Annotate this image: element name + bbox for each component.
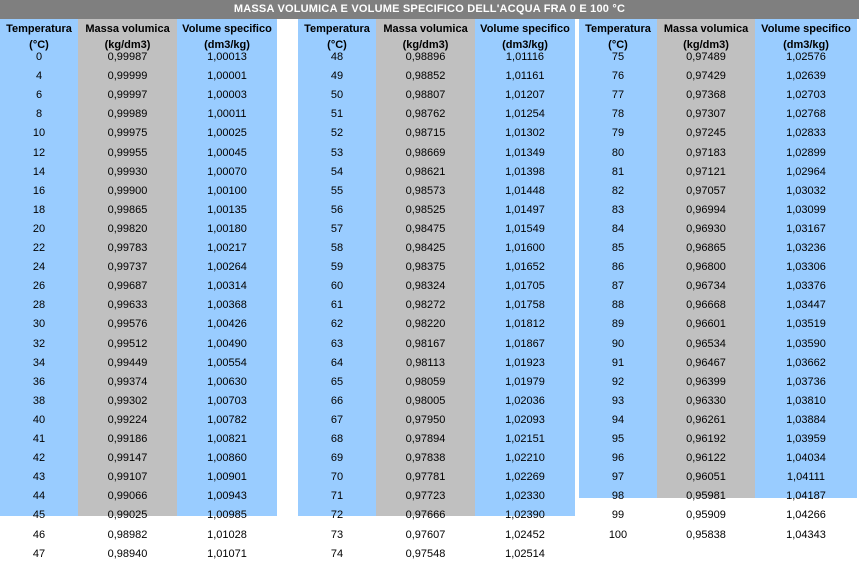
- table-cell: 82: [611, 184, 625, 197]
- table-cell: 81: [611, 165, 625, 178]
- column-header: Massa volumica: [85, 23, 170, 35]
- table-cell: 32: [32, 337, 46, 350]
- table-cell: 30: [32, 318, 46, 331]
- table-cell: 0,98220: [405, 318, 446, 331]
- table-cell: 55: [330, 184, 344, 197]
- table-cell: 88: [611, 299, 625, 312]
- table-cell: 97: [611, 471, 625, 484]
- table-cell: 1,02452: [505, 528, 545, 541]
- table-cell: 0,98715: [405, 127, 446, 140]
- table-cell: 1,00490: [207, 337, 247, 350]
- table-cell: 0,97781: [405, 471, 446, 484]
- table-cell: 44: [32, 490, 46, 503]
- table-cell: 38: [32, 394, 46, 407]
- table-cell: 1,01207: [505, 89, 545, 102]
- table-cell: 0,97607: [405, 528, 446, 541]
- table-cell: 1,02514: [505, 547, 545, 560]
- column-unit: (dm3/kg): [502, 39, 548, 51]
- table-cell: 1,00821: [207, 433, 247, 445]
- table-cell: 0,99374: [107, 375, 148, 388]
- table-cell: 0,96865: [686, 242, 726, 254]
- table-cell: 1,00013: [207, 51, 247, 63]
- column-vol: [755, 19, 857, 541]
- column-temp: [0, 19, 78, 560]
- table-cell: 1,00368: [207, 299, 247, 312]
- table-cell: 1,03959: [786, 433, 826, 445]
- table-cell: 0,98475: [405, 222, 446, 235]
- table-cell: 0: [35, 51, 43, 63]
- table-cell: 69: [330, 452, 344, 465]
- table-cell: 40: [32, 413, 46, 426]
- table-cell: 1,00703: [207, 394, 247, 407]
- table-cell: 0,97368: [686, 89, 726, 102]
- table-cell: 68: [330, 433, 344, 445]
- table-cell: 1,01652: [505, 261, 545, 274]
- table-cell: 86: [611, 261, 625, 274]
- table-cell: 0,99224: [107, 413, 148, 426]
- column-unit: (kg/dm3): [683, 39, 729, 51]
- table-cell: 0,96122: [686, 452, 726, 465]
- table-cell: 1,04266: [786, 509, 826, 522]
- table-cell: 0,98807: [405, 89, 446, 102]
- table-cell: 42: [32, 452, 46, 465]
- table-cell: 1,04187: [786, 490, 826, 503]
- table-cell: 99: [611, 509, 625, 522]
- table-cell: 0,97950: [405, 413, 446, 426]
- column-unit: (°C): [29, 39, 49, 51]
- table-cell: 0,99999: [107, 70, 148, 83]
- table-cell: 59: [330, 261, 344, 274]
- table-cell: 47: [32, 547, 46, 560]
- table-cell: 0,98621: [405, 165, 446, 178]
- table-cell: 1,02768: [786, 108, 826, 121]
- column-unit: (dm3/kg): [204, 39, 250, 51]
- table-cell: 1,04111: [786, 471, 826, 484]
- table-cell: 1,04034: [786, 452, 826, 465]
- table-cell: 89: [611, 318, 625, 331]
- table-cell: 0,96467: [686, 356, 726, 369]
- table-cell: 1,04343: [786, 528, 826, 541]
- table-cell: 1,02210: [505, 452, 545, 465]
- table-cell: 98: [611, 490, 625, 503]
- table-cell: 26: [32, 280, 46, 293]
- table-cell: 1,00011: [207, 108, 247, 121]
- table-cell: 20: [32, 222, 46, 235]
- table-cell: 1,03306: [786, 261, 826, 274]
- column-temp: [298, 19, 376, 560]
- table-cell: 1,01600: [505, 242, 545, 254]
- column-header: Temperatura: [585, 23, 651, 35]
- table-cell: 72: [330, 509, 344, 522]
- table-cell: 1,01028: [207, 528, 247, 541]
- table-cell: 1,01448: [505, 184, 545, 197]
- table-cell: 83: [611, 203, 625, 216]
- table-cell: 87: [611, 280, 625, 293]
- table-cell: 1,00630: [207, 375, 247, 388]
- table-cell: 43: [32, 471, 46, 484]
- table-cell: 63: [330, 337, 344, 350]
- table-cell: 0,99576: [107, 318, 148, 331]
- table-cell: 0,96668: [686, 299, 726, 312]
- table-cell: 0,99783: [107, 242, 148, 254]
- table-cell: 24: [32, 261, 46, 274]
- table-cell: 0,99865: [107, 203, 148, 216]
- table-cell: 1,00045: [207, 146, 247, 159]
- table-cell: 51: [330, 108, 344, 121]
- column-header: Massa volumica: [383, 23, 468, 35]
- table-cell: 1,00070: [207, 165, 247, 178]
- table-cell: 1,01705: [505, 280, 545, 293]
- table-cell: 0,96994: [686, 203, 726, 216]
- table-cell: 0,98272: [405, 299, 446, 312]
- table-cell: 53: [330, 146, 344, 159]
- column-vol: [475, 19, 575, 560]
- table-cell: 1,00025: [207, 127, 247, 140]
- table-cell: 1,01758: [505, 299, 545, 312]
- table-cell: 1,01923: [505, 356, 545, 369]
- table-cell: 0,96261: [686, 413, 726, 426]
- table-cell: 0,98324: [405, 280, 446, 293]
- table-cell: 0,96534: [686, 337, 726, 350]
- table-cell: 0,97429: [686, 70, 726, 83]
- table-cell: 1,00217: [207, 242, 247, 254]
- table-cell: 1,03519: [786, 318, 826, 331]
- table-cell: 0,99989: [107, 108, 148, 121]
- column-header: Volume specifico: [480, 23, 570, 35]
- table-cell: 1,00860: [207, 452, 247, 465]
- table-cell: 0,97894: [405, 433, 446, 445]
- column-unit: (dm3/kg): [783, 39, 829, 51]
- table-cell: 1,02964: [786, 165, 826, 178]
- column-mass: [657, 19, 755, 541]
- table-cell: 0,98167: [405, 337, 446, 350]
- table-cell: 1,03167: [786, 222, 826, 235]
- table-cell: 0,98573: [405, 184, 446, 197]
- table-cell: 94: [611, 413, 625, 426]
- table-cell: 56: [330, 203, 344, 216]
- table-cell: 95: [611, 433, 625, 445]
- table-cell: 1,01979: [505, 375, 545, 388]
- table-cell: 0,98113: [406, 356, 445, 369]
- table-cell: 70: [330, 471, 344, 484]
- table-cell: 1,02576: [786, 51, 826, 63]
- table-cell: 0,98005: [405, 394, 446, 407]
- table-cell: 0,97666: [405, 509, 446, 522]
- column-temp: [579, 19, 657, 541]
- table-cell: 1,01302: [505, 127, 545, 140]
- table-cell: 1,03884: [786, 413, 826, 426]
- table-cell: 0,98762: [405, 108, 446, 121]
- table-cell: 0,99820: [107, 222, 148, 235]
- table-cell: 0,99107: [107, 471, 148, 484]
- table-cell: 0,96601: [686, 318, 726, 331]
- table-cell: 84: [611, 222, 625, 235]
- table-cell: 45: [32, 509, 46, 522]
- table-cell: 0,99186: [107, 433, 148, 445]
- table-cell: 41: [32, 433, 46, 445]
- table-cell: 1,03590: [786, 337, 826, 350]
- table-cell: 100: [608, 528, 628, 541]
- table-cell: 0,97121: [686, 165, 726, 178]
- table-cell: 0,98940: [107, 547, 148, 560]
- table-cell: 8: [35, 108, 43, 121]
- table-cell: 1,01549: [505, 222, 545, 235]
- table-cell: 1,03236: [786, 242, 826, 254]
- table-cell: 34: [32, 356, 46, 369]
- table-cell: 36: [32, 375, 46, 388]
- table-cell: 1,00180: [207, 222, 247, 235]
- table-cell: 61: [330, 299, 344, 312]
- table-cell: 1,02093: [505, 413, 545, 426]
- table-cell: 0,95981: [686, 490, 726, 503]
- table-cell: 1,01812: [505, 318, 545, 331]
- table-cell: 0,97838: [405, 452, 446, 465]
- table-cell: 91: [611, 356, 625, 369]
- table-cell: 0,97489: [686, 51, 726, 63]
- table-cell: 75: [611, 51, 625, 63]
- table-cell: 4: [35, 70, 43, 83]
- table-cell: 1,02390: [505, 509, 545, 522]
- table-cell: 0,99302: [107, 394, 148, 407]
- table-cell: 0,95909: [686, 509, 726, 522]
- table-cell: 0,98425: [405, 242, 446, 254]
- table-cell: 62: [330, 318, 344, 331]
- table-cell: 1,03447: [786, 299, 826, 312]
- table-cell: 0,98852: [405, 70, 446, 83]
- table-cell: 49: [330, 70, 344, 83]
- table-cell: 0,99955: [107, 146, 148, 159]
- table-cell: 1,02036: [505, 394, 545, 407]
- table-cell: 54: [330, 165, 344, 178]
- table-cell: 48: [330, 51, 344, 63]
- table-cell: 0,97057: [686, 184, 726, 197]
- table-cell: 0,96051: [686, 471, 726, 484]
- table-cell: 90: [611, 337, 625, 350]
- column-unit: (kg/dm3): [104, 39, 151, 51]
- table-cell: 52: [330, 127, 344, 140]
- table-cell: 1,00901: [207, 471, 247, 484]
- table-cell: 65: [330, 375, 344, 388]
- table-cell: 0,98059: [405, 375, 446, 388]
- table-cell: 1,00001: [207, 70, 247, 83]
- table-cell: 28: [32, 299, 46, 312]
- table-cell: 1,00100: [207, 184, 247, 197]
- table-cell: 1,00782: [207, 413, 247, 426]
- column-header: Massa volumica: [663, 23, 749, 35]
- table-cell: 1,03662: [786, 356, 826, 369]
- table-cell: 0,96399: [686, 375, 726, 388]
- table-cell: 1,03099: [786, 203, 826, 216]
- table-cell: 1,02151: [505, 433, 545, 445]
- table-cell: 0,99066: [107, 490, 148, 503]
- column-vol: [177, 19, 277, 560]
- table-cell: 1,00003: [207, 89, 247, 102]
- table-cell: 0,97307: [686, 108, 726, 121]
- column-unit: (kg/dm3): [402, 39, 449, 51]
- table-cell: 1,03376: [786, 280, 826, 293]
- table-cell: 1,00264: [207, 261, 247, 274]
- table-cell: 0,96734: [686, 280, 726, 293]
- table-cell: 12: [32, 146, 46, 159]
- table-cell: 1,01349: [505, 146, 545, 159]
- table-cell: 58: [330, 242, 344, 254]
- table-cell: 0,96930: [686, 222, 726, 235]
- table-cell: 0,95838: [686, 528, 726, 541]
- table-cell: 1,00314: [207, 280, 247, 293]
- table-cell: 10: [32, 127, 46, 140]
- table-cell: 78: [611, 108, 625, 121]
- table-cell: 0,97548: [405, 547, 446, 560]
- table-cell: 1,02703: [786, 89, 826, 102]
- table-cell: 1,01161: [505, 70, 545, 83]
- table-cell: 1,02833: [786, 127, 826, 140]
- table-cell: 18: [32, 203, 46, 216]
- table-cell: 76: [611, 70, 625, 83]
- column-unit: (°C): [608, 39, 628, 51]
- table-cell: 1,01254: [505, 108, 545, 121]
- table-cell: 0,99987: [107, 51, 148, 63]
- table-cell: 0,96192: [686, 433, 726, 445]
- table-cell: 1,01398: [505, 165, 545, 178]
- table-cell: 1,02899: [786, 146, 826, 159]
- table-cell: 0,97723: [405, 490, 446, 503]
- table-cell: 74: [330, 547, 344, 560]
- table-cell: 0,99449: [107, 356, 148, 369]
- column-mass: [78, 19, 177, 560]
- table-cell: 1,00554: [207, 356, 247, 369]
- table-cell: 14: [32, 165, 46, 178]
- table-cell: 0,98982: [107, 528, 148, 541]
- table-cell: 79: [611, 127, 625, 140]
- table-cell: 0,99997: [107, 89, 148, 102]
- table-cell: 96: [611, 452, 625, 465]
- table-cell: 0,99737: [107, 261, 148, 274]
- table-cell: 0,99025: [107, 509, 148, 522]
- column-mass: [376, 19, 475, 560]
- table-cell: 1,01116: [505, 51, 545, 63]
- column-header: Temperatura: [304, 23, 370, 35]
- table-cell: 46: [32, 528, 46, 541]
- table-cell: 1,00985: [207, 509, 247, 522]
- table-cell: 66: [330, 394, 344, 407]
- table-cell: 1,02269: [505, 471, 545, 484]
- table-cell: 0,99975: [107, 127, 148, 140]
- table-cell: 60: [330, 280, 344, 293]
- table-cell: 22: [32, 242, 46, 254]
- table-cell: 1,01497: [505, 203, 545, 216]
- table-cell: 77: [611, 89, 625, 102]
- table-cell: 0,96800: [686, 261, 726, 274]
- table-cell: 64: [330, 356, 344, 369]
- table-cell: 92: [611, 375, 625, 388]
- table-cell: 0,99930: [107, 165, 148, 178]
- table-cell: 1,00426: [207, 318, 247, 331]
- table-cell: 93: [611, 394, 625, 407]
- table-cell: 0,99687: [107, 280, 148, 293]
- table-cell: 1,03736: [786, 375, 826, 388]
- table-cell: 0,97245: [686, 127, 726, 140]
- table-cell: 67: [330, 413, 344, 426]
- table-cell: 0,99633: [107, 299, 148, 312]
- table-cell: 1,01071: [207, 547, 247, 560]
- table-cell: 0,97183: [686, 146, 726, 159]
- table-cell: 1,00943: [207, 490, 247, 503]
- table-cell: 50: [330, 89, 344, 102]
- table-cell: 1,03032: [786, 184, 826, 197]
- table-cell: 0,96330: [686, 394, 726, 407]
- table-cell: 0,98525: [405, 203, 446, 216]
- table-cell: 0,99512: [107, 337, 148, 350]
- column-unit: (°C): [327, 39, 347, 51]
- table-cell: 80: [611, 146, 625, 159]
- table-cell: 71: [330, 490, 344, 503]
- table-cell: 0,98896: [405, 51, 446, 63]
- table-cell: 16: [32, 184, 46, 197]
- table-cell: 1,01867: [505, 337, 545, 350]
- table-cell: 1,02639: [786, 70, 826, 83]
- table-cell: 1,02330: [505, 490, 545, 503]
- table-cell: 0,99147: [107, 452, 148, 465]
- column-header: Volume specifico: [182, 23, 272, 35]
- table-cell: 85: [611, 242, 625, 254]
- column-header: Temperatura: [6, 23, 72, 35]
- table-cell: 6: [35, 89, 43, 102]
- table-cell: 0,98669: [405, 146, 446, 159]
- table-title: MASSA VOLUMICA E VOLUME SPECIFICO DELL'ACQUA FRA 0 E 100 °C: [0, 0, 859, 19]
- table-cell: 73: [330, 528, 344, 541]
- table-cell: 0,98375: [405, 261, 446, 274]
- table-cell: 1,00135: [207, 203, 247, 216]
- column-header: Volume specifico: [761, 23, 851, 35]
- table-cell: 0,99900: [107, 184, 148, 197]
- table-cell: 57: [330, 222, 344, 235]
- table-cell: 1,03810: [786, 394, 826, 407]
